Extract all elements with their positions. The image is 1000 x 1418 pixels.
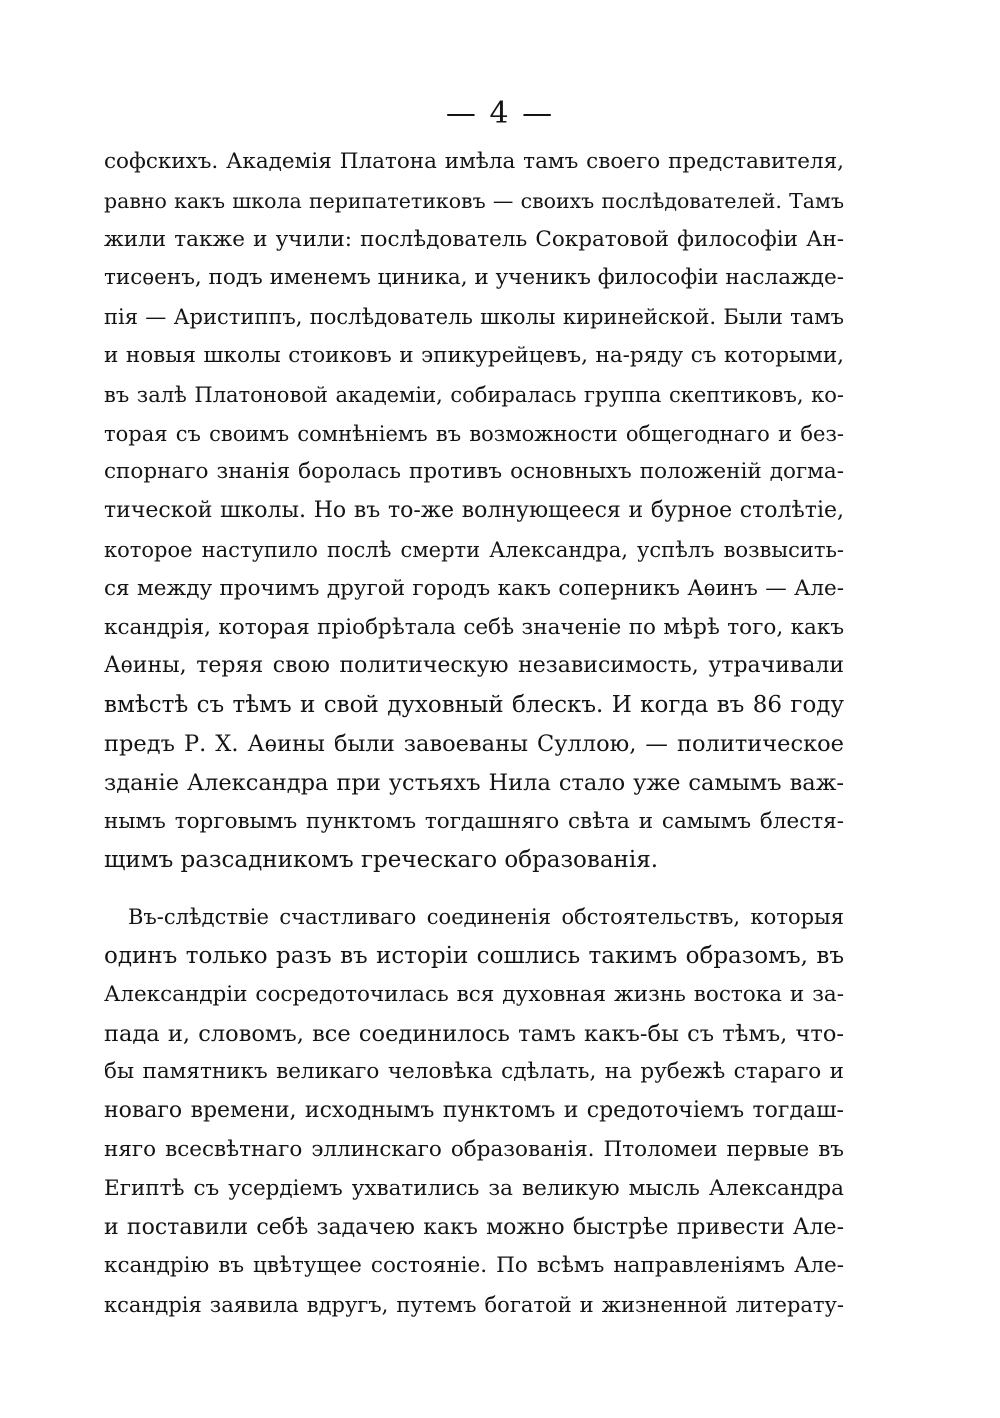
text-line: Аѳины, теряя свою политическую независимость, утрачивали — [104, 653, 844, 679]
text-line: тической школы. Но въ то-же волнующееся и бурное столѣтіе, — [104, 498, 844, 524]
text-line: которое наступило послѣ смерти Александра, успѣлъ возвысить- — [104, 537, 844, 562]
text-line: тисѳенъ, подъ именемъ циника, и ученикъ философіи наслажде- — [104, 265, 844, 291]
text-line: одинъ только разъ въ исторіи сошлись такимъ образомъ, въ — [104, 942, 844, 969]
text-line: вмѣстѣ съ тѣмъ и свой духовный блескъ. И когда въ 86 году — [104, 692, 844, 719]
text-line: въ залѣ Платоновой академіи, собиралась группа скептиковъ, ко- — [104, 382, 844, 407]
text-line: бы памятникъ великаго человѣка сдѣлать, на рубежѣ стараго и — [104, 1059, 844, 1085]
text-line: новаго времени, исходнымъ пунктомъ и средоточіемъ тогдаш- — [104, 1098, 844, 1124]
text-line: ся между прочимъ другой городъ какъ соперникъ Аѳинъ — Але- — [104, 575, 844, 601]
text-line: Въ-слѣдствіе счастливаго соединенія обстоятельствъ, которыя — [128, 905, 844, 930]
text-line: няго всесвѣтнаго эллинскаго образованія. Птоломеи первые въ — [104, 1136, 844, 1162]
paragraph-2 — [104, 898, 844, 1325]
text-line: и поставили себѣ задачею какъ можно быстрѣе привести Але- — [104, 1214, 844, 1240]
text-line: и новыя школы стоиковъ и эпикурейцевъ, на-ряду съ которыми, — [104, 342, 844, 368]
paragraph-gap — [104, 880, 844, 898]
text-line: софскихъ. Академія Платона имѣла тамъ своего представителя, — [104, 149, 844, 174]
text-line: ксандрію въ цвѣтущее состояніе. По всѣмъ направленіямъ Але- — [104, 1253, 844, 1279]
text-line: щимъ разсадникомъ греческаго образованія. — [104, 847, 659, 874]
paragraph-1 — [104, 143, 844, 880]
text-line: ксандрія заявила вдругъ, путемъ богатой и жизненной литерату- — [104, 1293, 844, 1318]
text-line: спорнаго знанія боролась противъ основныхъ положеній догма- — [104, 459, 844, 485]
text-line: равно какъ школа перипатетиковъ — своихъ послѣдователей. Тамъ — [104, 188, 844, 213]
text-line: пада и, словомъ, все соединилось тамъ какъ-бы съ тѣмъ, что- — [104, 1020, 844, 1047]
text-line: предъ Р. Х. Аѳины были завоеваны Суллою, — политическое — [104, 730, 844, 757]
page-body — [104, 143, 844, 1325]
text-line: ксандрія, которая пріобрѣтала себѣ значеніе по мѣрѣ того, какъ — [104, 614, 844, 640]
text-line: Александріи сосредоточилась вся духовная жизнь востока и за- — [104, 981, 844, 1007]
text-line: пія — Аристиппъ, послѣдователь школы киринейской. Были тамъ — [104, 305, 844, 330]
text-line: жили также и учили: послѣдователь Сократовой философіи Ан- — [104, 226, 844, 252]
text-line: нымъ торговымъ пунктомъ тогдашняго свѣта и самымъ блестя- — [104, 808, 844, 834]
page-number: — 4 — — [445, 96, 555, 131]
text-line: Египтѣ съ усердіемъ ухватились за великую мысль Александра — [104, 1175, 844, 1201]
text-line: зданіе Александра при устьяхъ Нила стало уже самымъ важ- — [104, 769, 844, 796]
text-line: торая съ своимъ сомнѣніемъ въ возможности общегоднаго и без- — [104, 421, 844, 446]
